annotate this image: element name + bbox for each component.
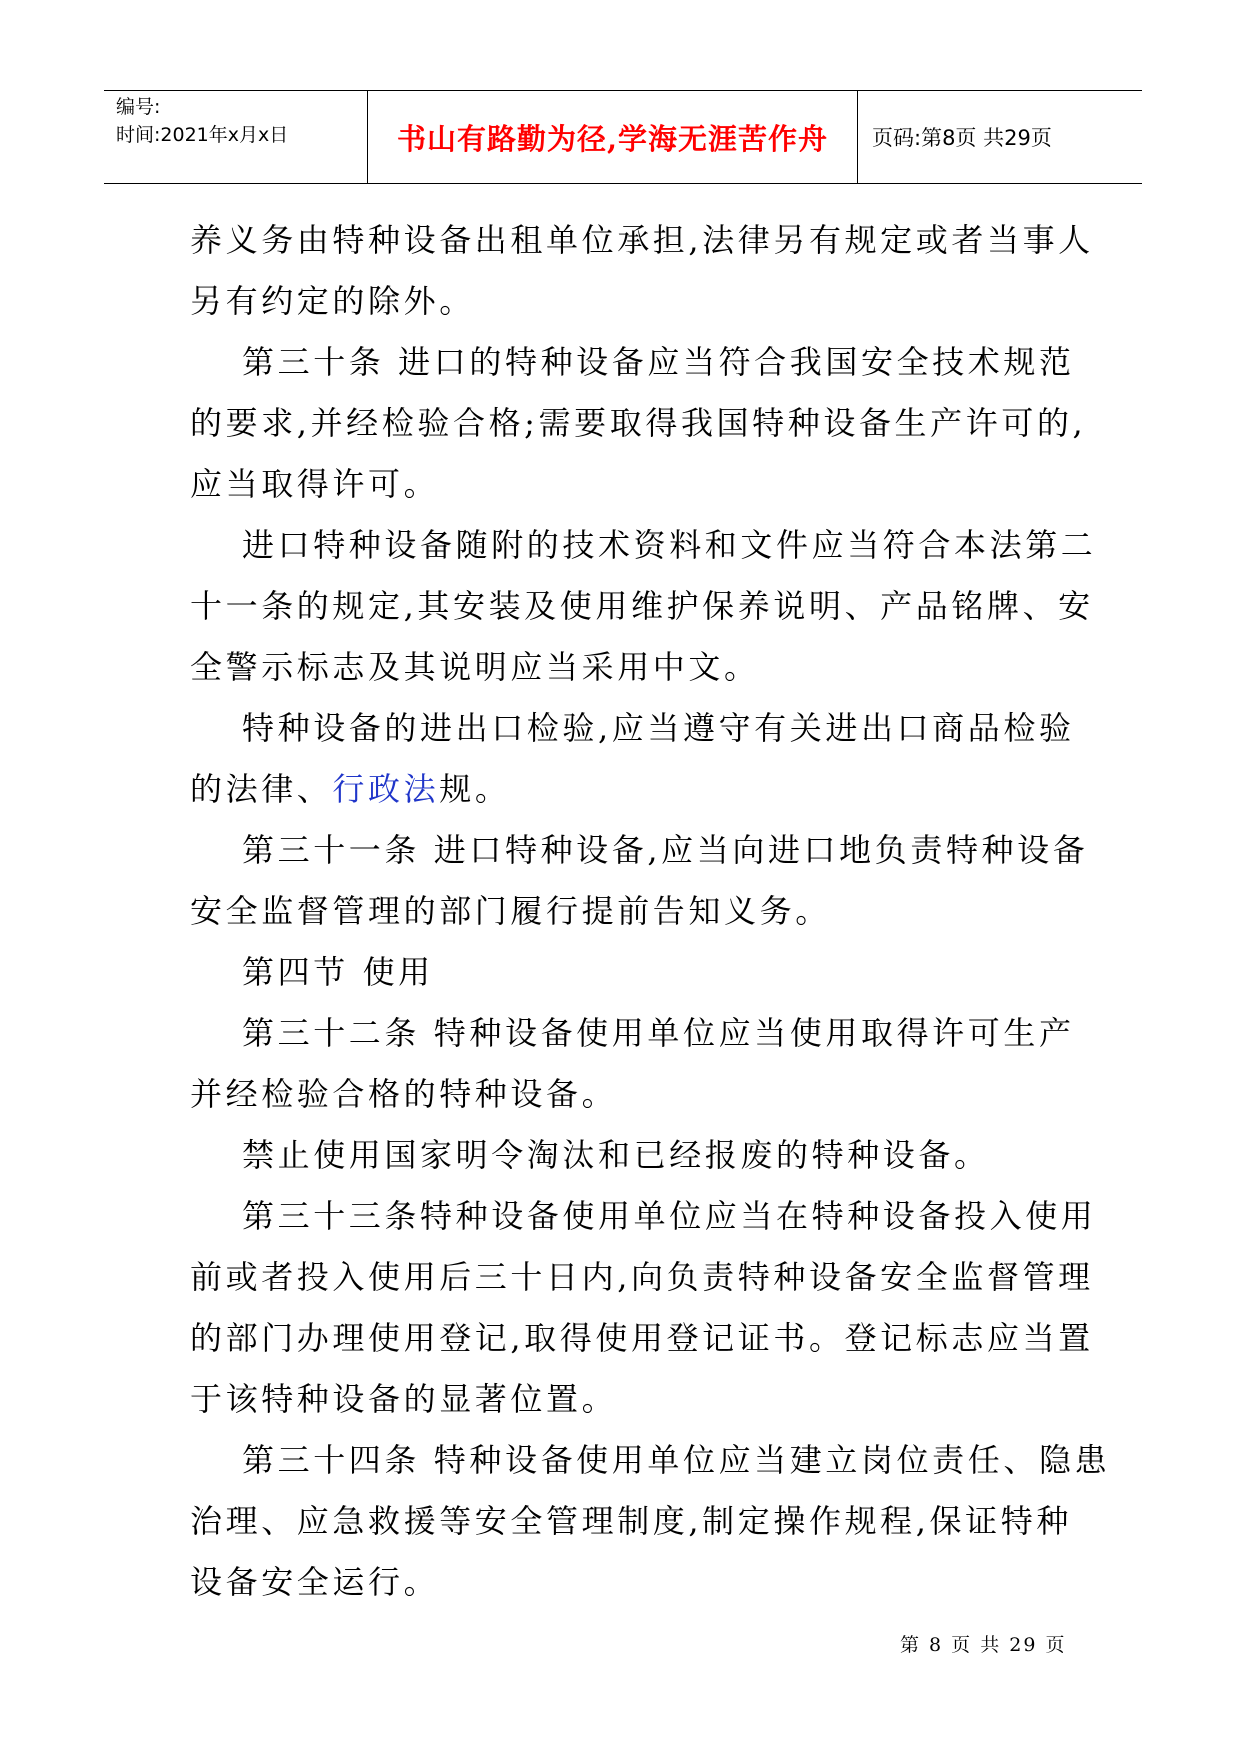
body-line: 十一条的规定,其安装及使用维护保养说明、产品铭牌、安 (190, 587, 1094, 625)
page-header (104, 90, 1142, 184)
body-line-with-link (190, 759, 1070, 820)
body-line: 特种设备的进出口检验,应当遵守有关进出口商品检验 (242, 709, 1075, 747)
body-line: 另有约定的除外。 (190, 282, 475, 320)
body-line: 设备安全运行。 (190, 1563, 440, 1601)
body-line: 全警示标志及其说明应当采用中文。 (190, 648, 760, 686)
body-line: 的要求,并经检验合格;需要取得我国特种设备生产许可的, (190, 404, 1087, 442)
article-31-heading: 第三十一条 进口特种设备,应当向进口地负责特种设备 (242, 831, 1089, 869)
document-body (190, 210, 1111, 1613)
section-heading: 第四节 使用 (242, 953, 434, 991)
body-line: 进口特种设备随附的技术资料和文件应当符合本法第二 (242, 526, 1097, 564)
administrative-regulation-link[interactable]: 行政法 (332, 770, 440, 808)
page-footer: 第 8 页 共 29 页 (900, 1634, 1067, 1656)
body-line: 应当取得许可。 (190, 465, 440, 503)
body-line: 禁止使用国家明令淘汰和已经报废的特种设备。 (242, 1136, 990, 1174)
header-page-code: 页码:第8页 共29页 (872, 126, 1052, 150)
number-label: 编号: (116, 96, 161, 118)
body-line: 于该特种设备的显著位置。 (190, 1380, 618, 1418)
body-text: 的法律、 (190, 770, 333, 808)
body-line: 养义务由特种设备出租单位承担,法律另有规定或者当事人 (190, 221, 1094, 259)
header-motto: 书山有路勤为径,学海无涯苦作舟 (368, 91, 858, 183)
body-line: 的部门办理使用登记,取得使用登记证书。登记标志应当置 (190, 1319, 1094, 1357)
body-text: 规。 (439, 770, 511, 808)
time-label: 时间:2021年x月x日 (116, 124, 289, 146)
article-34-heading: 第三十四条 特种设备使用单位应当建立岗位责任、隐患 (242, 1441, 1111, 1479)
header-meta (104, 91, 368, 183)
body-line: 安全监督管理的部门履行提前告知义务。 (190, 892, 831, 930)
article-30-heading: 第三十条 进口的特种设备应当符合我国安全技术规范 (242, 343, 1075, 381)
body-line: 前或者投入使用后三十日内,向负责特种设备安全监督管理 (190, 1258, 1094, 1296)
article-32-heading: 第三十二条 特种设备使用单位应当使用取得许可生产 (242, 1014, 1075, 1052)
article-33-heading: 第三十三条特种设备使用单位应当在特种设备投入使用 (242, 1197, 1097, 1235)
body-line: 治理、应急救援等安全管理制度,制定操作规程,保证特种 (190, 1502, 1072, 1540)
body-line: 并经检验合格的特种设备。 (190, 1075, 618, 1113)
